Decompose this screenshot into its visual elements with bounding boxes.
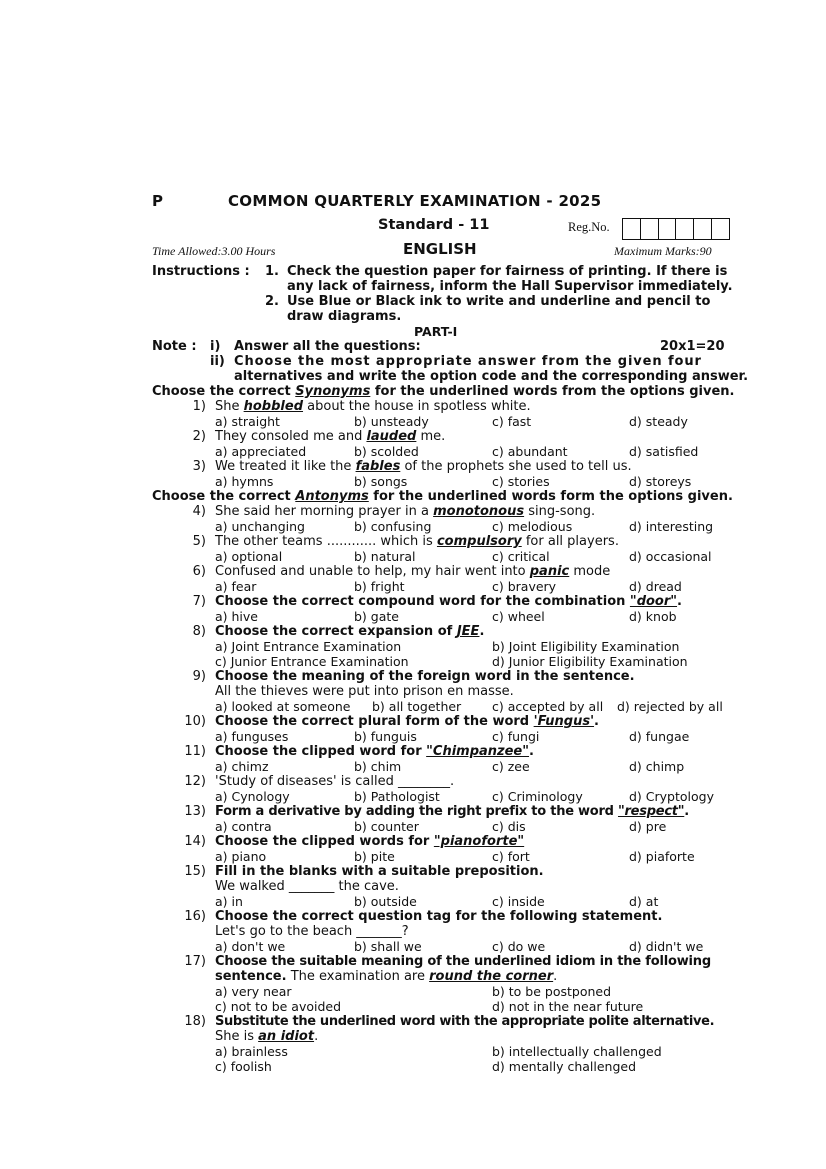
option-a: a) hymns [215,474,274,489]
question-number: 12) [184,774,206,789]
question-14-text: Choose the clipped words for "pianoforte" [215,834,525,849]
question-18-sentence: She is an idiot. [215,1029,319,1044]
option-c: c) stories [492,474,550,489]
option-a: a) fear [215,579,257,594]
option-d: d) occasional [629,549,712,564]
question-number: 7) [192,594,206,609]
option-a: a) chimz [215,759,269,774]
option-b: b) chim [354,759,402,774]
option-b: b) unsteady [354,414,429,429]
option-a: a) very near [215,984,292,999]
standard: Standard - 11 [378,217,490,233]
question-17-text: Choose the suitable meaning of the underlined idiom in the following [215,954,711,969]
option-c: c) fort [492,849,530,864]
question-11-text: Choose the clipped word for "Chimpanzee". [215,744,534,759]
option-a: a) unchanging [215,519,305,534]
question-1-text: She hobbled about the house in spotless white. [215,399,531,414]
question-5-text: The other teams ............ which is compulsory for all players. [215,534,619,549]
option-a: a) appreciated [215,444,307,459]
option-d: d) Junior Eligibility Examination [492,654,688,669]
question-7-text: Choose the correct compound word for the combination "door". [215,594,682,609]
option-b: b) fright [354,579,405,594]
option-d: d) not in the near future [492,999,644,1014]
note-ii-line1: Choose the most appropriate answer from the given four [234,354,702,369]
option-b: b) scolded [354,444,419,459]
question-number: 5) [192,534,206,549]
reg-no-boxes [622,218,730,240]
option-c: c) Junior Entrance Examination [215,654,409,669]
time-allowed: Time Allowed:3.00 Hours [152,244,276,258]
option-a: a) brainless [215,1044,288,1059]
option-a: a) optional [215,549,283,564]
option-d: d) knob [629,609,677,624]
option-c: c) abundant [492,444,568,459]
option-d: d) piaforte [629,849,695,864]
option-a: a) straight [215,414,280,429]
question-number: 3) [192,459,206,474]
option-b: b) Pathologist [354,789,440,804]
option-c: c) bravery [492,579,557,594]
part-heading: PART-I [414,324,458,339]
option-a: a) Joint Entrance Examination [215,639,402,654]
option-d: d) storeys [629,474,692,489]
question-number: 17) [184,954,206,969]
option-a: a) don't we [215,939,286,954]
question-number: 4) [192,504,206,519]
option-b: b) all together [372,699,462,714]
question-3-text: We treated it like the fables of the prophets she used to tell us. [215,459,632,474]
option-d: d) pre [629,819,667,834]
question-number: 2) [192,429,206,444]
option-c: c) critical [492,549,550,564]
question-6-text: Confused and unable to help, my hair went into panic mode [215,564,611,579]
option-c: c) wheel [492,609,545,624]
option-c: c) fast [492,414,532,429]
option-d: d) didn't we [629,939,704,954]
question-number: 16) [184,909,206,924]
option-c: c) dis [492,819,526,834]
note-i-num: i) [210,339,221,354]
option-a: a) in [215,894,243,909]
option-c: c) Criminology [492,789,583,804]
max-marks: Maximum Marks:90 [614,244,712,258]
question-number: 14) [184,834,206,849]
option-d: d) Cryptology [629,789,714,804]
marks-allotment: 20x1=20 [660,339,725,354]
question-13-text: Form a derivative by adding the right prefix to the word "respect". [215,804,689,819]
option-d: d) at [629,894,659,909]
option-c: c) not to be avoided [215,999,342,1014]
option-c: c) inside [492,894,545,909]
option-a: a) piano [215,849,267,864]
question-15-sentence: We walked _______ the cave. [215,879,399,894]
question-10-text: Choose the correct plural form of the word 'Fungus'. [215,714,599,729]
option-b: b) to be postponed [492,984,612,999]
option-b: b) funguis [354,729,417,744]
option-c: c) melodious [492,519,573,534]
question-4-text: She said her morning prayer in a monotonous sing-song. [215,504,596,519]
synonyms-heading: Choose the correct Synonyms for the underlined words from the options given. [152,384,735,399]
question-9-sentence: All the thieves were put into prison en masse. [215,684,514,699]
instruction-2-num: 2. [265,294,279,309]
option-c: c) foolish [215,1059,272,1074]
question-2-text: They consoled me and lauded me. [215,429,446,444]
question-18-text: Substitute the underlined word with the appropriate polite alternative. [215,1014,715,1029]
option-b: b) pite [354,849,395,864]
question-number: 11) [184,744,206,759]
option-c: c) zee [492,759,530,774]
option-b: b) intellectually challenged [492,1044,662,1059]
option-a: a) looked at someone [215,699,351,714]
option-b: b) shall we [354,939,422,954]
option-b: b) songs [354,474,408,489]
question-12-text: 'Study of diseases' is called ________. [215,774,455,789]
option-b: b) Joint Eligibility Examination [492,639,680,654]
instruction-1-num: 1. [265,264,279,279]
option-a: a) contra [215,819,272,834]
question-16-sentence: Let's go to the beach _______? [215,924,409,939]
option-b: b) natural [354,549,416,564]
question-17-sentence: sentence. The examination are round the corner. [215,969,558,984]
option-d: d) dread [629,579,682,594]
instructions-label: Instructions : [152,264,250,279]
option-b: b) confusing [354,519,432,534]
note-ii-num: ii) [210,354,225,369]
instruction-1-line2: any lack of fairness, inform the Hall Supervisor immediately. [287,279,733,294]
question-number: 8) [192,624,206,639]
question-number: 15) [184,864,206,879]
note-i-text: Answer all the questions: [234,339,421,354]
option-a: a) Cynology [215,789,290,804]
question-number: 13) [184,804,206,819]
question-number: 6) [192,564,206,579]
exam-title: COMMON QUARTERLY EXAMINATION - 2025 [228,192,602,210]
option-d: d) steady [629,414,688,429]
question-number: 18) [184,1014,206,1029]
option-d: d) satisfied [629,444,699,459]
set-code: P [152,192,163,210]
question-number: 10) [184,714,206,729]
instruction-1-line1: Check the question paper for fairness of printing. If there is [287,264,728,279]
option-d: d) rejected by all [617,699,723,714]
instruction-2-line2: draw diagrams. [287,309,402,324]
antonyms-heading: Choose the correct Antonyms for the underlined words form the options given. [152,489,733,504]
note-ii-line2: alternatives and write the option code and the corresponding answer. [234,369,749,384]
option-d: d) mentally challenged [492,1059,637,1074]
option-c: c) accepted by all [492,699,604,714]
option-d: d) chimp [629,759,685,774]
question-16-text: Choose the correct question tag for the following statement. [215,909,663,924]
question-number: 1) [192,399,206,414]
subject: ENGLISH [403,240,477,258]
option-c: c) fungi [492,729,540,744]
question-number: 9) [192,669,206,684]
note-label: Note : [152,339,197,354]
option-d: d) interesting [629,519,714,534]
option-b: b) counter [354,819,419,834]
question-15-text: Fill in the blanks with a suitable preposition. [215,864,544,879]
instruction-2-line1: Use Blue or Black ink to write and underline and pencil to [287,294,711,309]
option-a: a) hive [215,609,258,624]
option-a: a) funguses [215,729,289,744]
question-9-text: Choose the meaning of the foreign word in the sentence. [215,669,635,684]
reg-no-label: Reg.No. [568,220,610,234]
option-d: d) fungae [629,729,690,744]
option-b: b) outside [354,894,417,909]
option-b: b) gate [354,609,399,624]
option-c: c) do we [492,939,546,954]
question-8-text: Choose the correct expansion of JEE. [215,624,485,639]
